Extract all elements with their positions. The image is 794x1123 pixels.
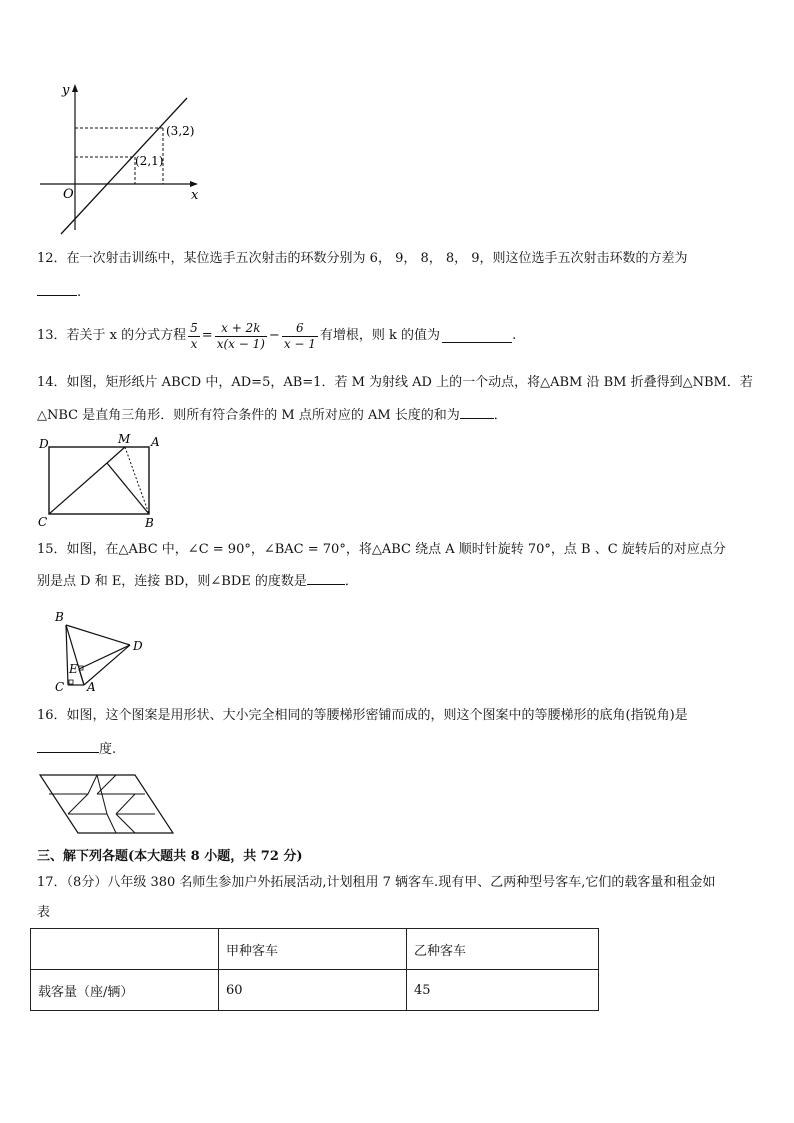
label-b: B <box>55 610 64 624</box>
segment-de <box>79 645 130 669</box>
answer-blank <box>460 406 494 419</box>
rectangle-fold-figure <box>35 430 170 530</box>
table-header-cell: 甲种客车 <box>219 929 407 970</box>
answer-blank <box>442 330 512 343</box>
question-12 <box>37 250 688 268</box>
label-d: D <box>39 437 49 451</box>
label-c: C <box>38 515 48 529</box>
table-header-row <box>31 929 599 970</box>
tile-edge <box>116 814 135 833</box>
question-16-line-2: 度. <box>37 740 116 759</box>
label-b: B <box>145 516 154 530</box>
tile-edge <box>68 794 88 814</box>
table-cell: 45 <box>407 970 599 1011</box>
table-row <box>31 970 599 1011</box>
tile-edge <box>116 794 135 814</box>
point-label-3-2: (3,2) <box>166 124 195 138</box>
question-17-line-1: 17．（8分）八年级 380 名师生参加户外拓展活动,计划租用 7 辆客车.现有甲、乙两种型号客车,它们的载客量和租金如 <box>37 875 716 890</box>
x-axis-label: x <box>191 188 199 203</box>
question-13-suffix: 有增根，则 k 的值为 <box>319 328 441 343</box>
fraction-x2k-over-xx1: $\frac{x + 2k}{x(x - 1)}$ <box>216 320 265 351</box>
answer-blank <box>37 740 99 753</box>
segment-nb <box>107 463 149 514</box>
y-axis-arrow <box>72 84 78 92</box>
question-15-line-2: 别是点 D 和 E，连接 BD，则∠BDE 的度数是 ． <box>37 574 358 589</box>
outer-parallelogram <box>40 775 173 833</box>
table-header-cell <box>31 929 219 970</box>
segment-bc <box>66 625 68 685</box>
label-d: D <box>133 639 143 653</box>
question-12-text: 12．在一次射击训练中，某位选手五次射击的环数分别为 6， 9， 8， 8， 9，则这位选手五次射击环数的方差为 <box>37 251 688 266</box>
right-angle-mark-c <box>69 680 73 684</box>
table-header-cell: 乙种客车 <box>407 929 599 970</box>
segment-da <box>84 645 130 685</box>
trapezoid-tiling-figure <box>35 770 180 840</box>
tile-edge <box>88 775 97 794</box>
x-axis-arrow <box>190 181 198 187</box>
fraction-6-over-x1: $\frac{6}{x - 1}$ <box>283 320 316 351</box>
tile-edge <box>107 814 116 833</box>
question-13: 13．若关于 x 的分式方程 $\frac{5}{x}$ = $\frac{x + 2k}{x(x - 1)}$ − $\frac{6}{x - 1}$ 有增根，则 k 的值为 . <box>37 320 517 351</box>
question-13-prefix: 13．若关于 x 的分式方程 <box>37 328 187 343</box>
table-cell: 载客量（座/辆） <box>31 970 219 1011</box>
fraction-5-over-x: $\frac{5}{x}$ <box>190 320 198 351</box>
question-15-line-1: 15．如图，在△ABC 中，∠C = 90°，∠BAC = 70°，将△ABC 绕点 A 顺时针旋转 70°，点 B 、C 旋转后的对应点分 <box>37 542 726 557</box>
question-14-line-2: △NBC 是直角三角形．则所有符合条件的 M 点所对应的 AM 长度的和为 ． <box>37 408 507 423</box>
segment-ea <box>79 669 84 685</box>
rotation-figure <box>48 605 153 695</box>
origin-label: O <box>63 187 74 202</box>
question-12-answer-line: . <box>37 283 81 302</box>
rectangle-abcd <box>49 447 149 514</box>
label-m: M <box>118 432 131 446</box>
answer-blank <box>307 572 345 585</box>
label-a: A <box>87 680 96 694</box>
segment-mb-dashed <box>125 447 149 514</box>
label-c: C <box>55 680 65 694</box>
question-17-line-2: 表 <box>37 905 51 920</box>
coordinate-graph-figure <box>35 80 205 240</box>
segment-bd <box>66 625 130 645</box>
section-3-header: 三、解下列各题(本大题共 8 小题，共 72 分) <box>37 849 303 864</box>
segment-nm <box>107 447 125 463</box>
segment-cn <box>49 463 107 514</box>
label-a: A <box>151 435 160 449</box>
question-16-line-1: 16．如图，这个图案是用形状、大小完全相同的等腰梯形密铺而成的，则这个图案中的等腰梯形的底角(指锐角)是 <box>37 708 688 723</box>
table-cell: 60 <box>219 970 407 1011</box>
bus-capacity-table <box>30 928 599 1011</box>
answer-blank <box>37 283 77 296</box>
question-14-line-1: 14．如图，矩形纸片 ABCD 中，AD=5，AB=1．若 M 为射线 AD 上的一个动点，将△ABM 沿 BM 折叠得到△NBM．若 <box>37 375 753 390</box>
y-axis-label: y <box>62 83 70 98</box>
label-e: E <box>69 662 78 676</box>
function-line <box>61 98 187 234</box>
point-label-2-1: (2,1) <box>135 154 164 168</box>
